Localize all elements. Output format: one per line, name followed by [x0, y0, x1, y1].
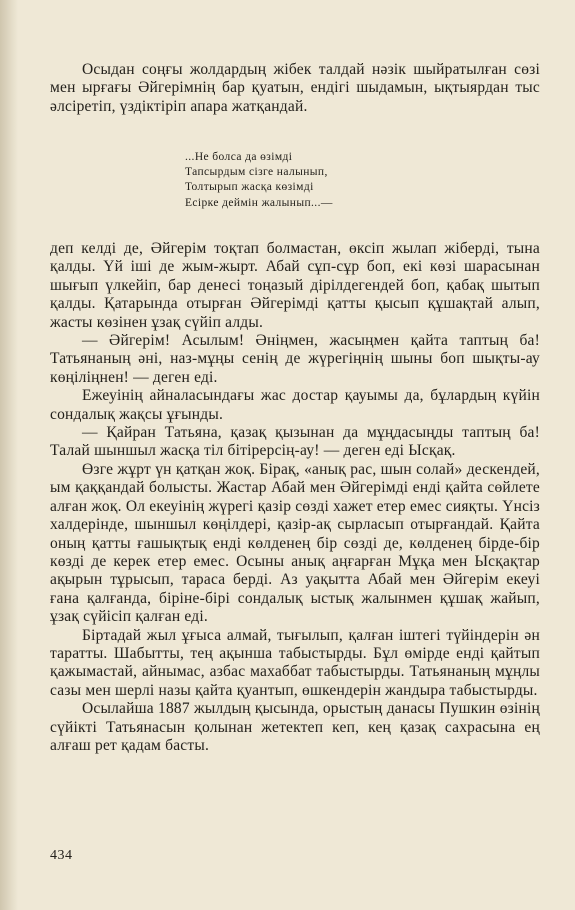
- paragraph: Өзге жұрт үн қатқан жоқ. Бірақ, «анық рас, шын солай» дескендей, ым қаққандай болысты. Жастар Абай мен Әйгерімді енді қайта сөйлете алған жоқ. Ол екеуінің жүрегі қазір сөзді хажет етер емес сияқты. Үнсіз халдерінде, шыншыл көңілдері, қазір-ақ сырласып отырғандай. Қайта оның қатты ғашықтық енді көлденең бір сөзді де, көлденең бірде-бір көзді де керек етер емес. Осыны анық аңғарған Мұқа мен Ысқақтар ақырын тұрысып, тараса берді. Аз уақытта Абай мен Әйгерім екеуі ғана қалғанда, біріне-бірі сондалық ыстық жалынмен құшақ жайып, ұзақ сүйісіп қалған еді.: [50, 460, 540, 626]
- page-number: 434: [50, 848, 73, 863]
- paragraph: Біртадай жыл ұғыса алмай, тығылып, қалған іштегі түйіндерін ән таратты. Шабытты, тең ақынша табыстырды. Бұл өмірде енді қайтып қажымастай, айнымас, азбас махаббат табыстырды. Татьянаның мұңлы сазы мен шерлі назы қайта қуантып, өшкендерін жандыра табыстырды.: [50, 626, 540, 699]
- opening-paragraph: Осыдан соңғы жолдардың жібек талдай нәзік шыйратылған сөзі мен ырғағы Әйгерімнің бар қуатын, ендігі шыдамын, ықтыярдан тыс әлсіретіп, үздіктіріп апара жатқандай.: [50, 61, 540, 115]
- paragraph: Осылайша 1887 жылдың қысында, орыстың данасы Пушкин өзінің сүйікті Татьянасын қолынан жетектеп кеп, кең қазақ сахрасына ең алғаш рет қадам басты.: [50, 700, 540, 754]
- poem-line: ...Не болса да өзімді: [185, 151, 293, 163]
- paragraph-continuation: деп келді де, Әйгерім тоқтап болмастан, өксіп жылап жіберді, тына қалды. Үй іші де жым-жырт. Абай сұп-сұр боп, екі көзі шарасынан шығып үлкейіп, бар денесі тоңазый дірілдегендей боп, қабақ шытып қалды. Қатарында отырған Әйгерімді қатты қысып құшақтай алып, жасты көзінен ұзақ сүйіп алды.: [50, 240, 540, 331]
- page-binding-shadow: [0, 0, 18, 910]
- paragraph: Ежеуінің айналасындағы жас достар қауымы да, бұлардың күйін сондалық жақсы ұғынды.: [50, 387, 540, 423]
- body-text: [50, 240, 540, 755]
- poem-line: Есірке деймін жалынып...—: [185, 196, 333, 209]
- paragraph-dialogue: — Қайран Татьяна, қазақ қызынан да мұңдасыңды таптың ба! Талай шыншыл жасқа тіл бітірерсің-ау! — деген еді Ысқақ.: [50, 424, 540, 460]
- poem-quote: [185, 150, 425, 211]
- poem-line: Тапсырдым сізге налынып,: [185, 166, 328, 179]
- poem-line: Толтырып жасқа көзімді: [185, 181, 314, 194]
- paragraph-dialogue: — Әйгерім! Асылым! Әніңмен, жасыңмен қайта таптың ба! Татьянаның әні, наз-мұңы сенің де жүрегіңнің шыны боп шықты-ау көңіліңнен! — деген еді.: [50, 332, 540, 386]
